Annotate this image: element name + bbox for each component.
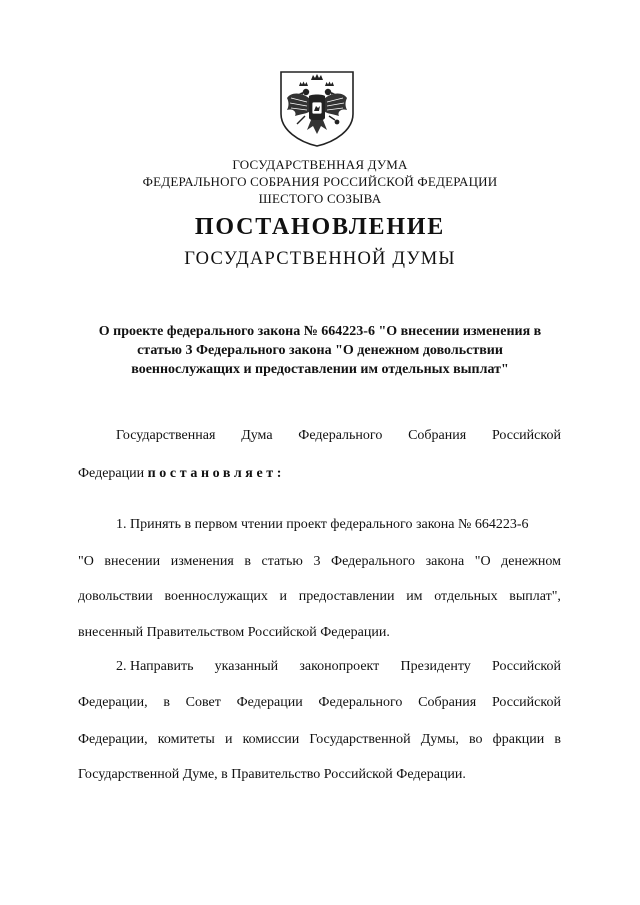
resolves-keyword: постановляет: — [147, 466, 286, 481]
clause-word: фракции — [492, 732, 545, 747]
clause-1-line-3 — [78, 589, 561, 605]
clause-1-line-1-text: 1. Принять в первом чтении проект федерального закона № 664223-6 — [116, 517, 529, 532]
clause-word: законопроект — [299, 659, 380, 674]
clause-word: Собрания — [418, 695, 477, 710]
clause-word: Совет — [185, 695, 221, 710]
clause-word: и — [279, 589, 288, 604]
preamble-word: Федерального — [298, 428, 383, 443]
subject-line-2: статью 3 Федерального закона "О денежном довольствии — [137, 343, 503, 358]
subject-line-1: О проекте федерального закона № 664223-6 "О внесении изменения в — [98, 324, 542, 339]
preamble-word: Российской — [491, 428, 561, 443]
preamble-word: Собрания — [408, 428, 467, 443]
document-type-title: ПОСТАНОВЛЕНИЕ — [194, 214, 446, 240]
preamble-line-2 — [78, 466, 561, 482]
clause-word: Федерального — [331, 554, 416, 569]
clause-word: им — [406, 589, 423, 604]
clause-2-line-2 — [78, 695, 561, 711]
header-line-duma: ГОСУДАРСТВЕННАЯ ДУМА — [232, 157, 408, 172]
clause-word: в — [163, 695, 170, 710]
header-line-assembly: ФЕДЕРАЛЬНОГО СОБРАНИЯ РОССИЙСКОЙ ФЕДЕРАЦИИ — [142, 174, 498, 189]
clause-word: Президенту — [400, 659, 471, 674]
clause-word: комиссии — [242, 732, 300, 747]
clause-1-line-2 — [78, 554, 561, 570]
clause-word: в — [554, 732, 561, 747]
clause-word: 3 — [313, 554, 321, 569]
clause-word: 2. Направить — [116, 659, 194, 674]
issuer-header — [0, 156, 640, 207]
preamble-line-2-text: Федерации — [78, 466, 148, 481]
clause-word: довольствии — [78, 589, 153, 604]
clause-word: и — [224, 732, 233, 747]
clause-2-line-3 — [78, 732, 561, 748]
document-issuer-title: ГОСУДАРСТВЕННОЙ ДУМЫ — [184, 249, 456, 269]
clause-word: отдельных — [434, 589, 498, 604]
clause-1-line-1 — [78, 517, 561, 533]
clause-word: Российской — [491, 695, 561, 710]
clause-word: выплат", — [509, 589, 561, 604]
clause-2-line-1 — [78, 659, 561, 675]
clause-word: Федерации — [236, 695, 303, 710]
clause-word: предоставлении — [298, 589, 395, 604]
preamble-word: Государственная — [116, 428, 216, 443]
clause-word: Федерации, — [78, 695, 148, 710]
clause-word: военнослужащих — [164, 589, 268, 604]
clause-word: статью — [261, 554, 303, 569]
clause-word: Федерального — [318, 695, 403, 710]
clause-word: Государственной — [309, 732, 411, 747]
clause-word: закона — [425, 554, 465, 569]
clause-word: Думы, — [420, 732, 459, 747]
clause-2-line-4: Государственной Думе, в Правительство Российской Федерации. — [78, 767, 466, 782]
clause-word: денежном — [501, 554, 561, 569]
clause-word: во — [469, 732, 483, 747]
clause-word: изменения — [170, 554, 234, 569]
subject-line-3: военнослужащих и предоставлении им отдельных выплат" — [131, 362, 509, 377]
clause-word: указанный — [214, 659, 279, 674]
clause-word: "О — [474, 554, 491, 569]
clause-word: "О — [78, 554, 94, 569]
header-line-convocation: ШЕСТОГО СОЗЫВА — [258, 191, 382, 206]
coat-of-arms-icon — [275, 68, 359, 148]
preamble-word: Дума — [241, 428, 273, 443]
clause-word: Федерации, — [78, 732, 148, 747]
clause-word: в — [244, 554, 251, 569]
document-subject — [70, 322, 570, 379]
clause-word: внесении — [104, 554, 161, 569]
clause-1-line-4: внесенный Правительством Российской Федерации. — [78, 625, 390, 640]
preamble-line-1 — [78, 428, 561, 444]
clause-word: Российской — [492, 659, 561, 674]
clause-word: комитеты — [157, 732, 215, 747]
